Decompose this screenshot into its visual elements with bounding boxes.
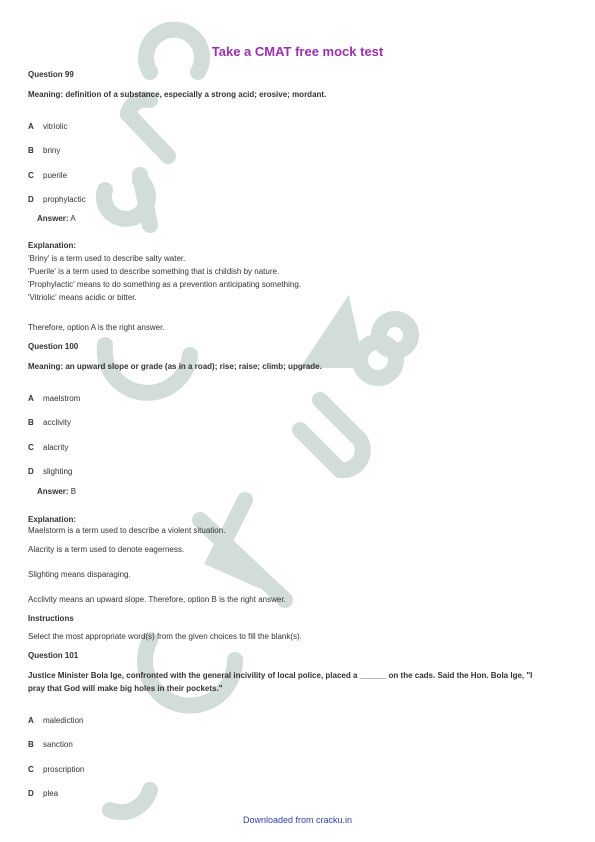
q100-option-b[interactable] — [28, 418, 71, 427]
option-text: vitriolic — [43, 122, 68, 131]
question-99-stem: Meaning: definition of a substance, especially a strong acid; erosive; mordant. — [28, 90, 327, 99]
q99-answer — [37, 214, 76, 223]
q101-option-c[interactable] — [28, 765, 84, 774]
option-letter: C — [28, 171, 34, 180]
q100-explanation-line: Alacrity is a term used to denote eagerness. — [28, 545, 185, 554]
option-letter: B — [28, 418, 34, 427]
q99-explanation-line: 'Briny' is a term used to describe salty water. — [28, 254, 186, 263]
q99-explanation-line: 'Prophylactic' means to do something as a prevention anticipating something. — [28, 280, 301, 289]
option-letter: A — [28, 716, 34, 725]
q100-explanation-line: Acclivity means an upward slope. Therefore, option B is the right answer. — [28, 595, 286, 604]
instructions-text: Select the most appropriate word(s) from the given choices to fill the blank(s). — [28, 632, 302, 641]
q99-option-a[interactable] — [28, 122, 67, 131]
option-letter: D — [28, 467, 34, 476]
option-letter: B — [28, 740, 34, 749]
option-text: slighting — [43, 467, 73, 476]
option-text: acclivity — [43, 418, 72, 427]
option-text: maelstrom — [43, 394, 81, 403]
option-letter: B — [28, 146, 34, 155]
answer-label: Answer: — [37, 214, 69, 223]
q99-explanation-line: 'Puerile' is a term used to describe something that is childish by nature. — [28, 267, 280, 276]
option-text: prophylactic — [43, 195, 86, 204]
q100-explanation-label: Explanation: — [28, 515, 77, 524]
q99-explanation-label: Explanation: — [28, 241, 77, 250]
footer-download-link[interactable]: Downloaded from cracku.in — [242, 815, 353, 825]
option-text: alacrity — [43, 443, 69, 452]
q99-option-b[interactable] — [28, 146, 60, 155]
answer-value: B — [70, 487, 77, 496]
option-text: plea — [43, 789, 59, 798]
option-letter: A — [28, 122, 34, 131]
q99-explanation-line: Therefore, option A is the right answer. — [28, 323, 165, 332]
instructions-label: Instructions — [28, 614, 74, 623]
answer-value: A — [70, 214, 76, 223]
page-title-link[interactable]: Take a CMAT free mock test — [211, 44, 384, 59]
answer-label: Answer: — [37, 487, 69, 496]
q100-explanation-line: Maelstorm is a term used to describe a violent situation. — [28, 526, 226, 535]
option-letter: D — [28, 195, 34, 204]
q99-option-d[interactable] — [28, 195, 86, 204]
question-99-number: Question 99 — [28, 70, 74, 79]
q101-option-b[interactable] — [28, 740, 73, 749]
q101-option-a[interactable] — [28, 716, 83, 725]
question-100-stem: Meaning: an upward slope or grade (as in a road); rise; raise; climb; upgrade. — [28, 362, 322, 371]
option-text: sanction — [43, 740, 73, 749]
q100-option-c[interactable] — [28, 443, 68, 452]
q99-option-c[interactable] — [28, 171, 67, 180]
option-text: proscription — [43, 765, 85, 774]
option-text: briny — [43, 146, 61, 155]
q100-explanation-line: Slighting means disparaging. — [28, 570, 131, 579]
option-letter: A — [28, 394, 34, 403]
q100-answer — [37, 487, 76, 496]
q101-option-d[interactable] — [28, 789, 58, 798]
option-letter: D — [28, 789, 34, 798]
question-100-number: Question 100 — [28, 342, 79, 351]
question-101-number: Question 101 — [28, 651, 79, 660]
q100-option-d[interactable] — [28, 467, 72, 476]
question-101-stem-line2: pray that God will make big holes in their pockets." — [28, 684, 223, 693]
option-text: malediction — [43, 716, 84, 725]
q100-option-a[interactable] — [28, 394, 80, 403]
option-letter: C — [28, 443, 34, 452]
q99-explanation-line: 'Vitriolic' means acidic or bitter. — [28, 293, 137, 302]
option-text: puerile — [43, 171, 68, 180]
option-letter: C — [28, 765, 34, 774]
question-101-stem-line1: Justice Minister Bola Ige, confronted with the general incivility of local police, placed a ______ on the cads. Said the Hon. Bola Ige, "I — [28, 671, 533, 680]
